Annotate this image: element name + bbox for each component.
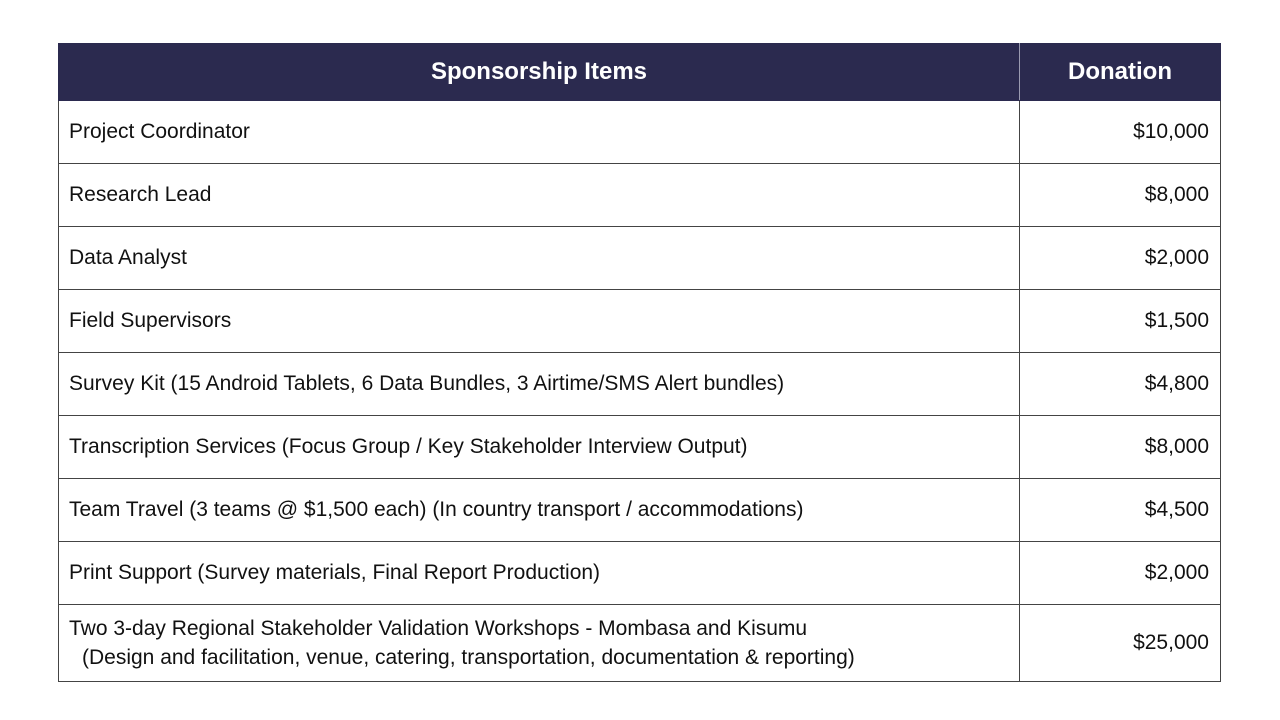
table-row [59, 164, 1221, 227]
donation-cell: $8,000 [1020, 164, 1221, 227]
table-row [59, 353, 1221, 416]
donation-cell: $4,500 [1020, 479, 1221, 542]
item-cell-multiline [59, 605, 1020, 682]
table-row [59, 479, 1221, 542]
item-cell: Project Coordinator [59, 101, 1020, 164]
item-cell: Survey Kit (15 Android Tablets, 6 Data Bundles, 3 Airtime/SMS Alert bundles) [59, 353, 1020, 416]
item-cell: Transcription Services (Focus Group / Key Stakeholder Interview Output) [59, 416, 1020, 479]
donation-cell: $25,000 [1020, 605, 1221, 682]
column-header-items: Sponsorship Items [59, 44, 1020, 101]
column-header-donation: Donation [1020, 44, 1221, 101]
table-header-row [59, 44, 1221, 101]
donation-cell: $2,000 [1020, 542, 1221, 605]
item-cell: Print Support (Survey materials, Final Report Production) [59, 542, 1020, 605]
table-row [59, 416, 1221, 479]
item-line-2: (Design and facilitation, venue, catering, transportation, documentation & reporting) [82, 645, 855, 669]
sponsorship-table-container [58, 43, 1220, 682]
donation-cell: $4,800 [1020, 353, 1221, 416]
donation-cell: $1,500 [1020, 290, 1221, 353]
table-row [59, 542, 1221, 605]
item-cell: Field Supervisors [59, 290, 1020, 353]
donation-cell: $8,000 [1020, 416, 1221, 479]
table-row [59, 101, 1221, 164]
item-cell: Research Lead [59, 164, 1020, 227]
donation-cell: $10,000 [1020, 101, 1221, 164]
sponsorship-table [58, 43, 1221, 682]
donation-cell: $2,000 [1020, 227, 1221, 290]
item-cell: Team Travel (3 teams @ $1,500 each) (In country transport / accommodations) [59, 479, 1020, 542]
table-row [59, 290, 1221, 353]
item-cell: Data Analyst [59, 227, 1020, 290]
table-row [59, 227, 1221, 290]
item-line-1: Two 3-day Regional Stakeholder Validation Workshops - Mombasa and Kisumu [69, 616, 808, 640]
table-row [59, 605, 1221, 682]
